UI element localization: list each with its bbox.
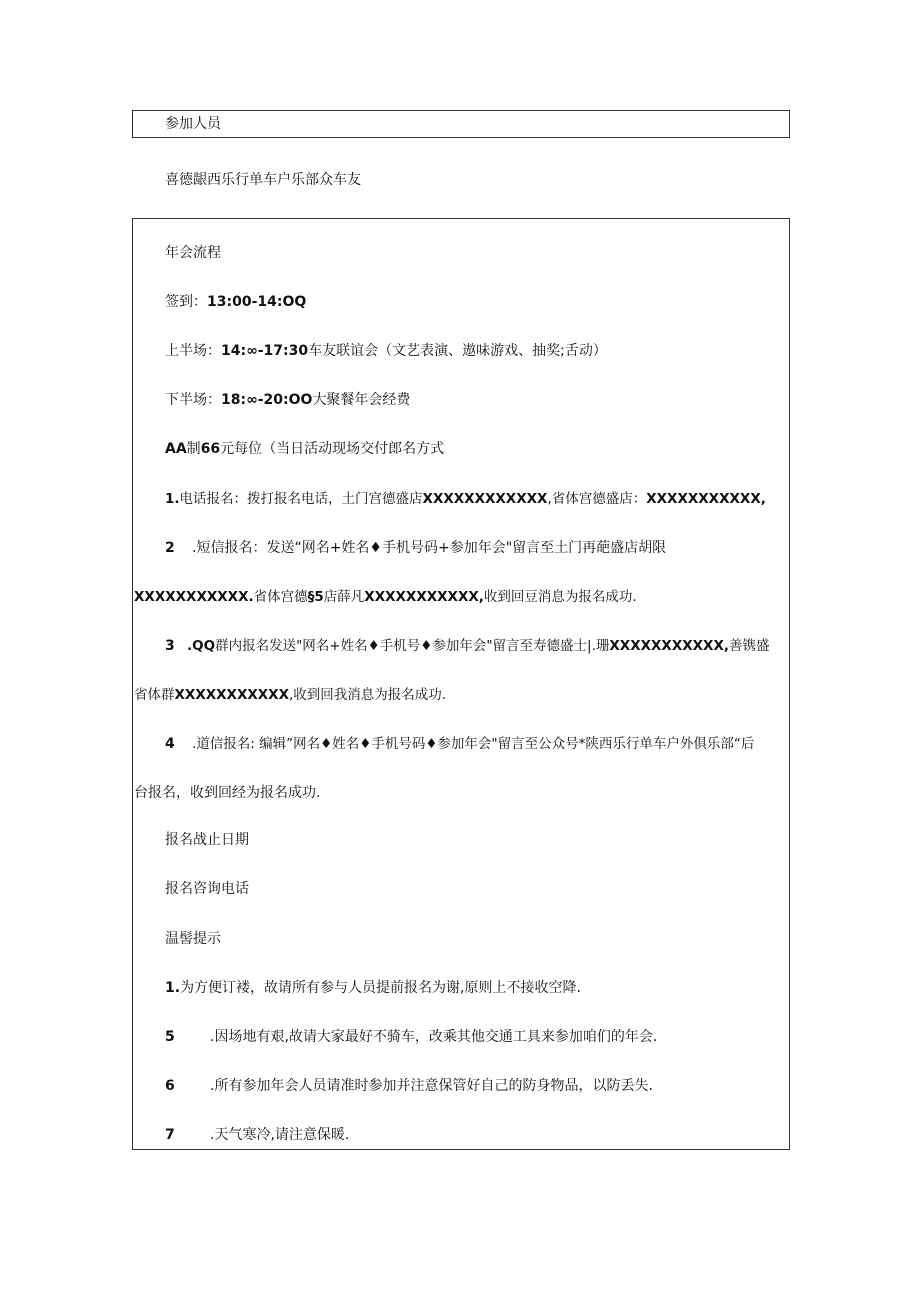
tip1-num: 1. — [165, 980, 181, 996]
item2-text-c: 省体宫德 — [253, 589, 308, 605]
second-half-label: 下半场： — [165, 392, 221, 408]
tip4-num: 7 — [165, 1127, 175, 1143]
item2-text-e: 店薛凡 — [323, 589, 365, 605]
item3-text-f: ,收到回我消息为报名成功. — [289, 687, 447, 703]
fee-bold: AA — [165, 441, 187, 457]
tip-1 — [165, 978, 581, 998]
item1-number-b: XXXXXXXXXXX, — [646, 491, 766, 507]
item2-num: 2 — [165, 540, 175, 556]
schedule-title: 年会流程 — [165, 245, 221, 261]
item3-num: 3 — [165, 638, 175, 654]
item1-number-a: XXXXXXXXXXXX — [422, 491, 548, 507]
tips-title: 温髻提示 — [165, 931, 221, 947]
phone-label: 报名咨询电话 — [165, 881, 249, 897]
item3-qq: .QQ — [187, 638, 216, 654]
tip4-text: .天气寒冷,请注意保暖. — [210, 1127, 350, 1143]
item2-number-a: XXXXXXXXXXX. — [134, 589, 254, 605]
registration-item-3-cont — [134, 685, 446, 705]
deadline-label: 报名战止日期 — [165, 832, 249, 848]
first-half-line — [165, 341, 607, 361]
tip2-text: .因场地有艰,故请大家最好不骑车，改乘其他交通工具来参加咱们的年会. — [210, 1029, 658, 1045]
item3-text-c: 善镌盛 — [729, 638, 770, 654]
second-half-line — [165, 390, 410, 410]
fee-desc: 元每位（当日活动现场交付郎名方式 — [220, 441, 445, 457]
participants-box — [132, 110, 790, 138]
fee-amount: 66 — [200, 441, 221, 457]
registration-item-2-cont — [134, 587, 637, 607]
item1-text-c: ,省体宫德盛店： — [547, 491, 647, 507]
participants-label: 参加人员 — [165, 116, 221, 132]
first-half-time: 14:∞-17:30 — [221, 343, 309, 359]
fee-mid: 制 — [186, 441, 201, 457]
checkin-line — [165, 292, 306, 312]
tip1-text: 为方便订褛，故请所有参与人员提前报名为谢,原则上不接收空降. — [180, 980, 581, 996]
fee-line — [165, 439, 444, 459]
registration-item-1 — [165, 489, 766, 509]
item3-number-a: XXXXXXXXXXX, — [609, 638, 729, 654]
item3-number-b: XXXXXXXXXXX — [174, 687, 289, 703]
first-half-label: 上半场： — [165, 343, 221, 359]
checkin-label: 签到： — [165, 294, 207, 310]
item2-text-a: .短信报名：发送“网名+姓名♦手机号码+参加年会"留言至土门再葩盛店胡限 — [192, 540, 667, 556]
item1-text-a: 电话报名：拨打报名电话，土门宫德盛店 — [179, 491, 423, 507]
item3-text-d: 省体群 — [134, 687, 175, 703]
checkin-time: 13:00-14:OQ — [207, 294, 307, 310]
second-half-desc: 大聚餐年会经费 — [312, 392, 411, 408]
tip2-num: 5 — [165, 1029, 175, 1045]
item4-num: 4 — [165, 736, 175, 752]
first-half-desc: 车友联谊会（文艺表演、遨味游戏、抽奖;舌动） — [308, 343, 607, 359]
item4-text-b: 台报名，收到回经为报名成功. — [134, 785, 321, 801]
registration-item-3 — [187, 636, 770, 656]
item3-text-a: 群内报名发送"网名+姓名♦手机号♦参加年会"留言至寿德盛士|.珊 — [215, 638, 610, 654]
tip3-text: .所有参加年会人员请准时参加并注意保管好自己的防身物品，以防丢失. — [210, 1078, 653, 1094]
second-half-time: 18:∞-20:OO — [221, 392, 313, 408]
item2-text-g: 收到回豆消息为报名成功. — [483, 589, 637, 605]
tip3-num: 6 — [165, 1078, 175, 1094]
item1-num: 1. — [165, 491, 180, 507]
item4-text-a: .道信报名: 编辑”网名♦姓名♦手机号码♦参加年会"留言至公众号*陕西乐行单车户外俱乐部“后 — [192, 736, 755, 752]
item2-number-b: XXXXXXXXXXX, — [364, 589, 484, 605]
participants-value: 喜德龈西乐行单车户乐部众车友 — [165, 172, 361, 188]
item2-text-d: §5 — [307, 589, 324, 605]
